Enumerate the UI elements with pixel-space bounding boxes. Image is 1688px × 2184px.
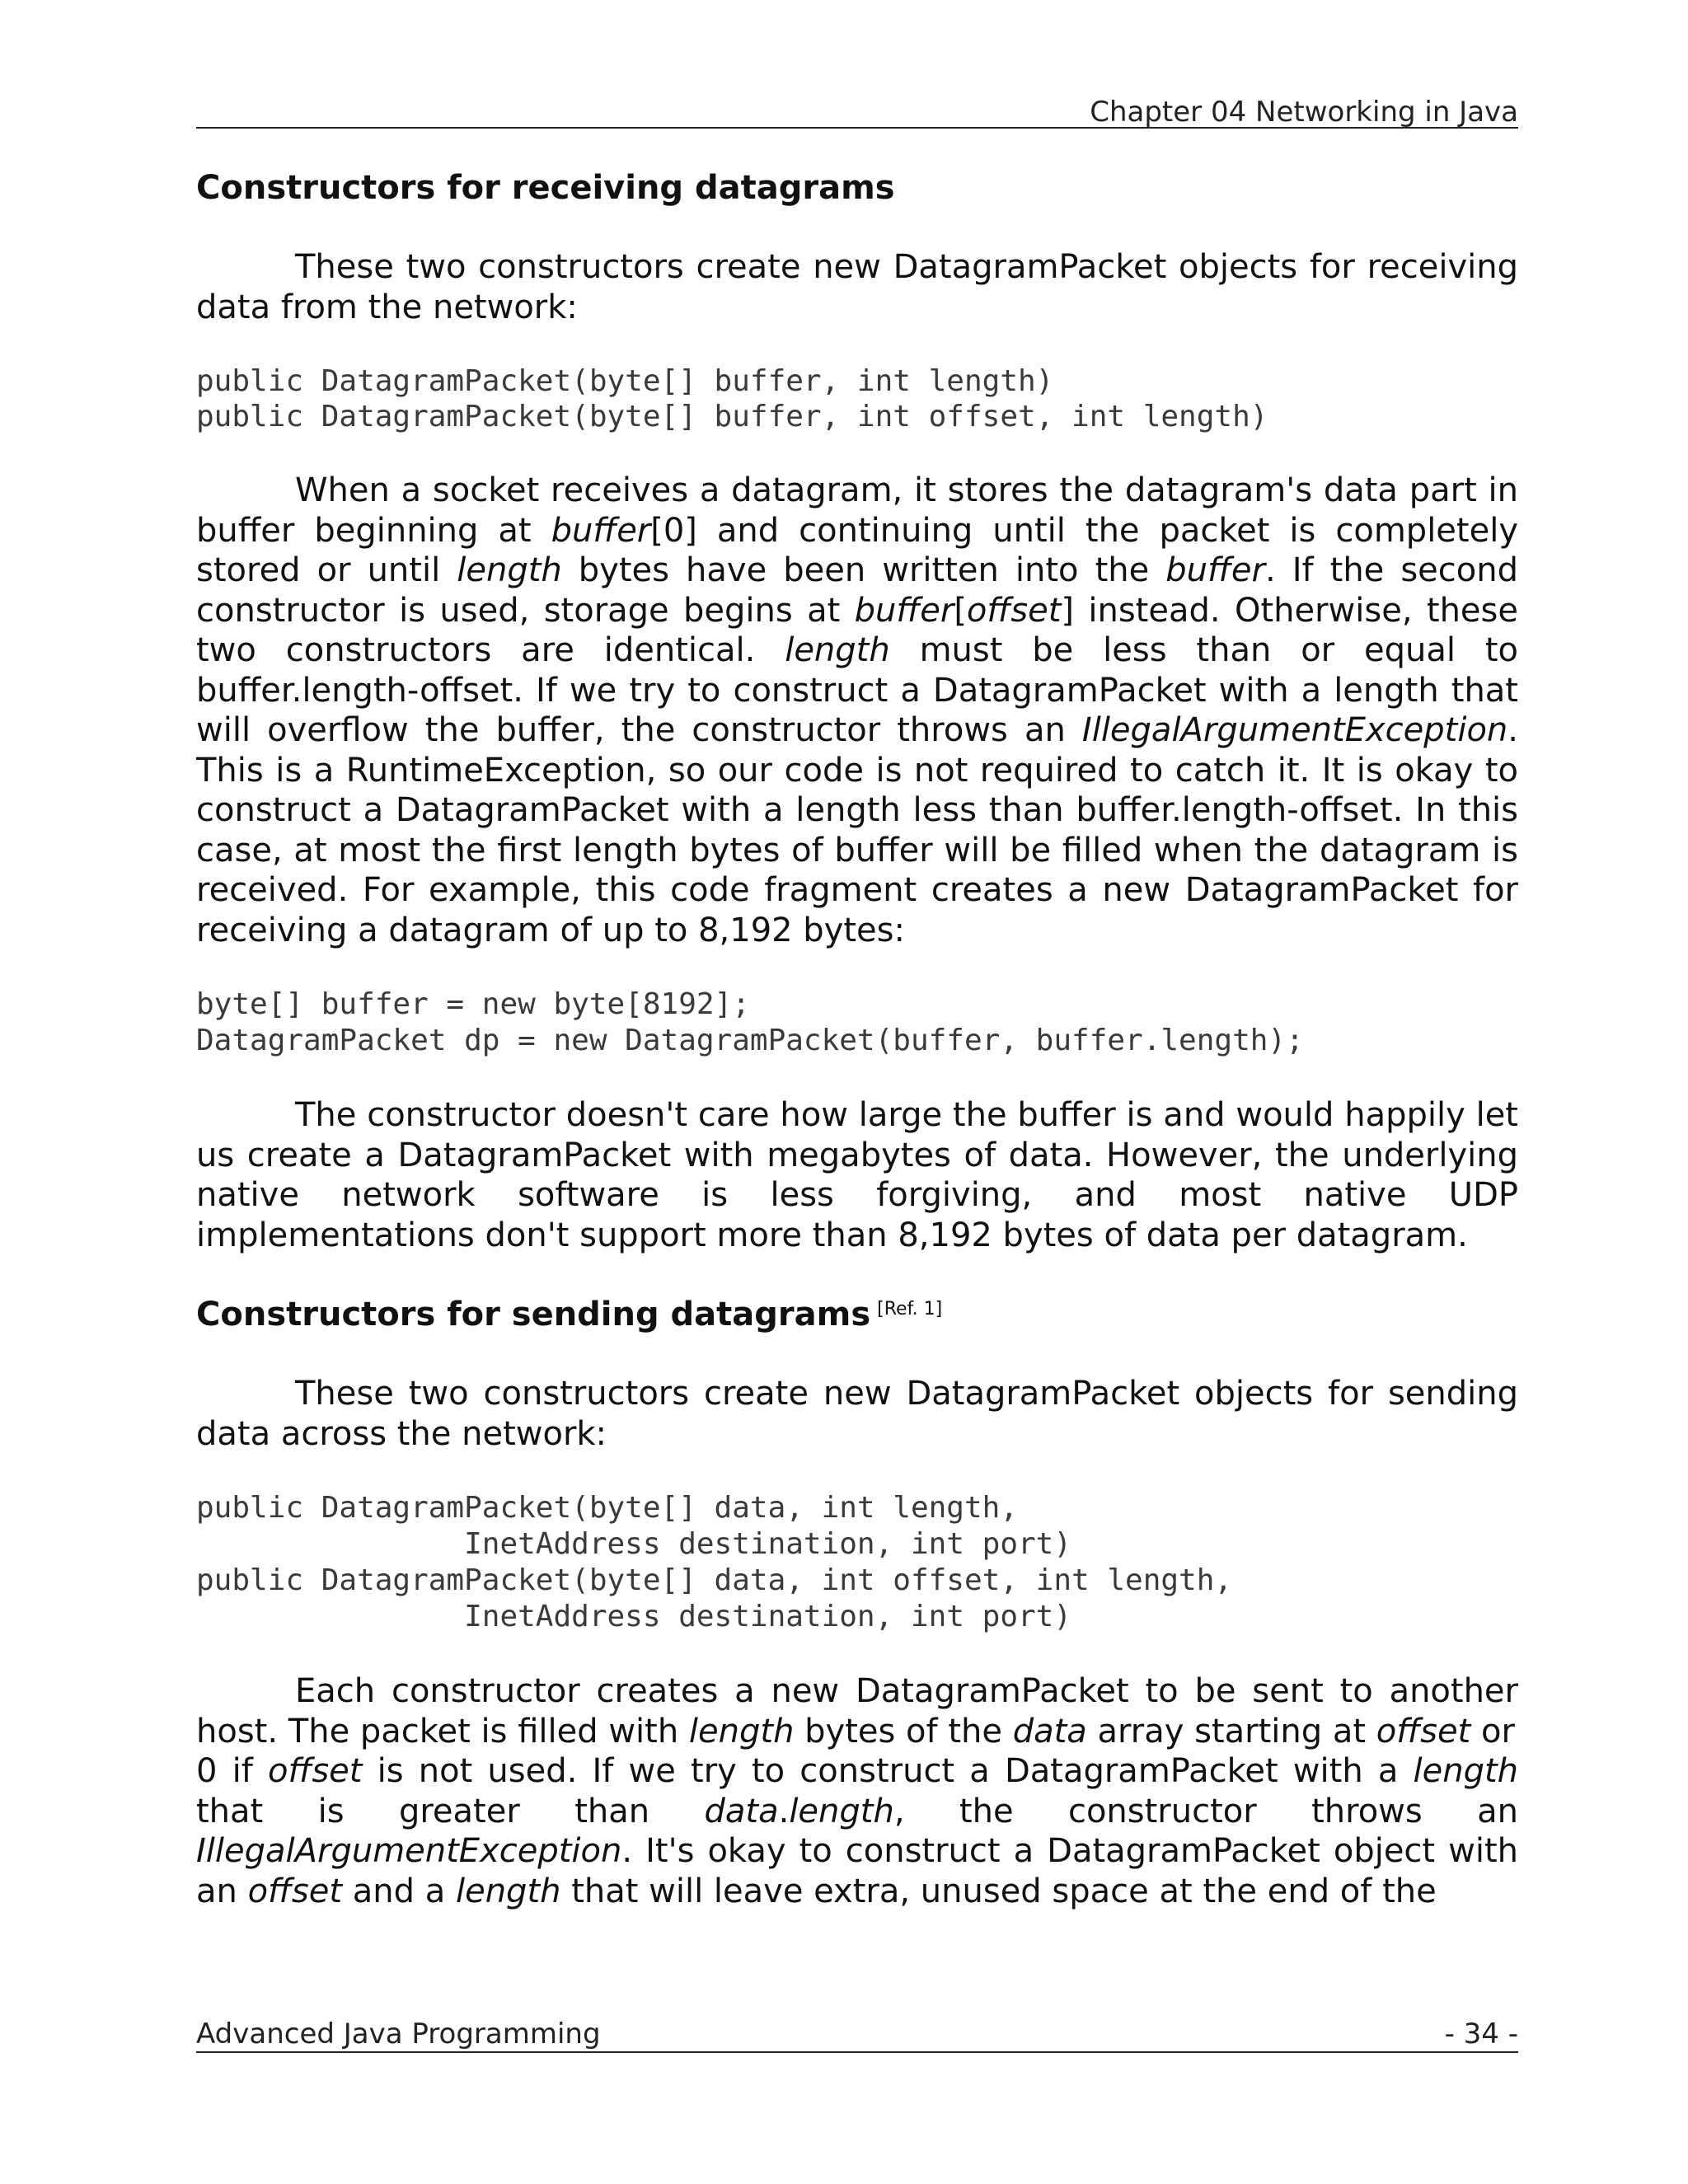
text-run: When a socket receives a datagram, it stores the datagram's data part in buffer beginning at [196,471,1518,550]
sending-intro: These two constructors create new DatagramPacket objects for sending data across the network: [196,1375,1518,1453]
code-line: public DatagramPacket(byte[] data, int offset, int length, [196,1563,1233,1597]
code-line: InetAddress destination, int port) [196,1527,1072,1561]
italic-run: length [1413,1752,1519,1790]
italic-run: length [785,631,890,669]
text-run: is not used. If we try to construct a DatagramPacket with a [362,1752,1414,1790]
text-run: or [1470,1712,1515,1750]
text-run: Each constructor creates a new DatagramPacket to be sent to another host. The packet is filled with [196,1672,1518,1750]
buffer-code-block [196,987,1518,1059]
italic-run: offset [247,1872,343,1910]
italic-run: IllegalArgumentException [196,1832,622,1870]
text-run: bytes of the [794,1712,1013,1750]
italic-run: length [789,1792,894,1830]
text-run: . If the second constructor is used, storage begins at [196,551,1518,630]
sending-paragraph-continued [196,1751,1518,1911]
buffer-size-paragraph: The constructor doesn't care how large the buffer is and would happily let us create a DatagramPacket with megabytes of data. However, the underlying native network software is less forgiving, and most native UDP implementations don't support more than 8,192 bytes of data per datagram. [196,1096,1518,1254]
page-footer [196,2017,1518,2053]
italic-run: offset [1376,1712,1471,1750]
code-line: byte[] buffer = new byte[8192]; [196,987,750,1021]
text-run: ] instead. Otherwise, these two constructors are identical. [196,591,1518,669]
text-run: [0] and continuing until the packet is completely stored or until [196,511,1518,589]
sending-paragraph [196,1671,1518,1751]
italic-run: offset [267,1752,363,1790]
code-line: DatagramPacket dp = new DatagramPacket(buffer, buffer.length); [196,1024,1304,1057]
text-run: . [778,1792,790,1830]
text-run: that is greater than [196,1792,705,1830]
code-line: public DatagramPacket(byte[] buffer, int length) [196,364,1054,398]
chapter-title: Chapter 04 Networking in Java [1090,96,1518,129]
italic-run: data [1012,1712,1087,1750]
section-heading-receiving: Constructors for receiving datagrams [196,169,895,207]
text-run: bytes have been written into the [561,551,1166,589]
italic-run: buffer [551,511,651,550]
sending-code-block [196,1490,1518,1635]
code-line: public DatagramPacket(byte[] data, int length, [196,1491,1018,1525]
italic-run: buffer [854,591,954,630]
text-run: , the constructor throws an [893,1792,1518,1830]
text-run: that will leave extra, unused space at the end of the [560,1872,1437,1910]
text-run: must be less than or equal to buffer.length-offset. If we try to construct a DatagramPacket with a length that will overflow the buffer, the constructor throws an [196,631,1518,749]
italic-run: length [457,551,562,589]
heading-text: Constructors for sending datagrams [196,1296,871,1333]
text-run: array starting at [1086,1712,1376,1750]
page-number: - 34 - [1444,2018,1518,2050]
text-run: . It's okay to construct a DatagramPacket object with an [196,1832,1518,1910]
text-run: . This is a RuntimeException, so our code is not required to catch it. It is okay to construct a DatagramPacket with a length less than buffer.length-offset. In this case, at most the first length bytes of buffer will be filled when the datagram is received. For example, this code fragment creates a new DatagramPacket for receiving a datagram of up to 8,192 bytes: [196,711,1518,949]
text-run: and a [342,1872,456,1910]
reference-marker: [Ref. 1] [877,1299,943,1319]
italic-run: offset [966,591,1062,630]
code-line: InetAddress destination, int port) [196,1600,1072,1633]
receiving-paragraph [196,471,1518,950]
italic-run: data [704,1792,779,1830]
text-run: 0 if [196,1752,268,1790]
italic-run: length [688,1712,795,1750]
italic-run: length [455,1872,561,1910]
italic-run: buffer [1165,551,1265,589]
code-line: public DatagramPacket(byte[] buffer, int offset, int length) [196,400,1268,434]
italic-run: IllegalArgumentException [1081,711,1508,749]
receiving-intro: These two constructors create new DatagramPacket objects for receiving data from the network: [196,248,1518,326]
text-run: [ [954,591,967,630]
page-body [196,165,1518,1911]
section-heading-sending [196,1291,1518,1338]
page-header [196,97,1518,129]
receiving-code-block [196,363,1518,434]
book-title: Advanced Java Programming [196,2018,601,2050]
